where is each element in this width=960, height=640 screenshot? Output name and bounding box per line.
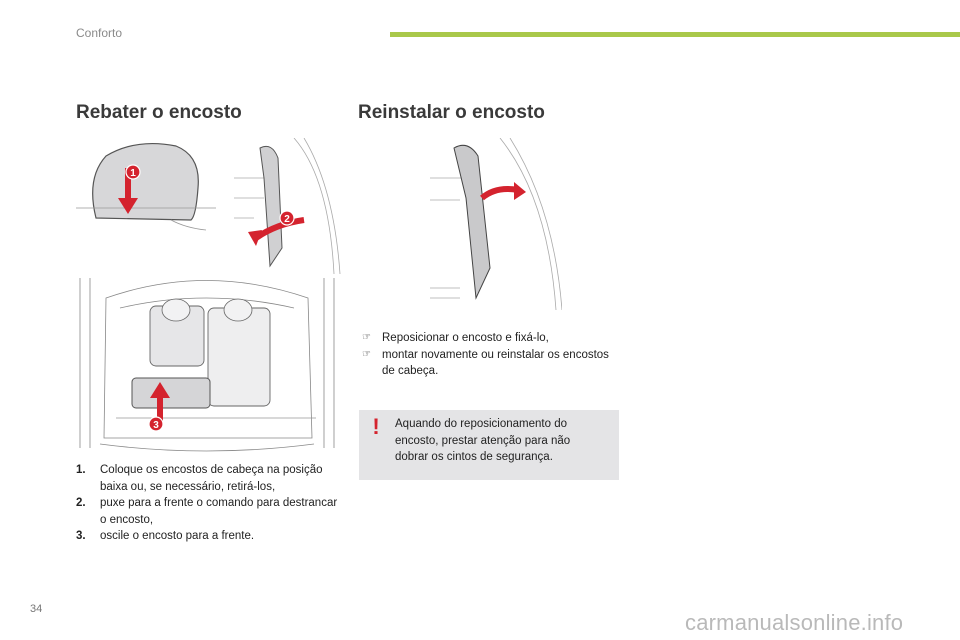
- svg-text:2: 2: [284, 214, 290, 225]
- svg-text:1: 1: [130, 168, 136, 179]
- section-accent-bar: [390, 32, 960, 37]
- step-item: [76, 528, 346, 545]
- section-label: Conforto: [76, 26, 123, 40]
- seat-release-illustration: [234, 138, 344, 274]
- headrest-illustration: [76, 138, 226, 238]
- step-number: 3.: [76, 530, 86, 542]
- step-item: [76, 495, 346, 528]
- bullet-text: Reposicionar o encosto e fixá-lo,: [382, 332, 549, 344]
- warning-text: Aquando do reposicionamento do encosto, prestar atenção para não dobrar os cintos de segurança.: [395, 418, 571, 463]
- reinstall-bullets-list: [360, 330, 610, 380]
- step-item: [76, 462, 346, 495]
- bullet-text: montar novamente ou reinstalar os encostos de cabeça.: [382, 348, 609, 377]
- heading-reinstall-backrest: Reinstalar o encosto: [358, 102, 545, 123]
- step-number: 2.: [76, 497, 86, 509]
- step-text: Coloque os encostos de cabeça na posição baixa ou, se necessário, retirá-los,: [100, 464, 323, 493]
- warning-box: [359, 410, 619, 480]
- step-text: puxe para a frente o comando para destrancar o encosto,: [100, 497, 338, 526]
- step-marker-3: [149, 417, 163, 431]
- pointing-hand-icon: ☞: [362, 332, 371, 343]
- warning-icon: !: [372, 414, 380, 439]
- watermark: carmanualsonline.info: [685, 610, 904, 635]
- reinstall-backrest-illustration: [430, 138, 562, 310]
- fold-steps-list: [76, 462, 346, 545]
- step-number: 1.: [76, 464, 86, 476]
- pointing-hand-icon: ☞: [362, 348, 371, 360]
- bullet-item: [360, 330, 610, 347]
- step-text: oscile o encosto para a frente.: [100, 530, 255, 542]
- rear-seats-illustration: [76, 268, 338, 456]
- page-number: 34: [30, 603, 43, 615]
- step-marker-2: [280, 211, 294, 225]
- step-marker-1: [126, 165, 140, 179]
- bullet-item: [360, 347, 610, 380]
- svg-text:3: 3: [153, 420, 159, 431]
- heading-fold-backrest: Rebater o encosto: [76, 102, 242, 123]
